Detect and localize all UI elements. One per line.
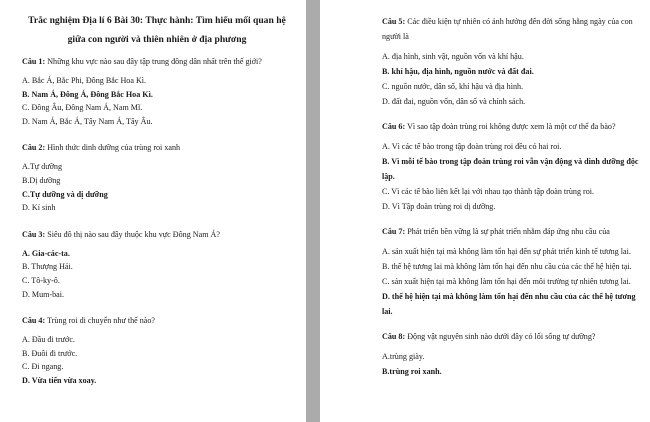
question-text <box>22 228 292 242</box>
question-spacer <box>382 214 640 224</box>
answer-option-correct: D. Vừa tiến vừa xoay. <box>22 375 97 385</box>
answer-option: A. sản xuất hiện tại mà không làm tổn hại đến sự phát triển kinh tế tương lai. <box>382 247 631 256</box>
question-block <box>22 314 292 387</box>
answer-option: C. nguồn nước, dân số, khí hậu và địa hình. <box>382 82 524 91</box>
answer-option: B.Dị dưỡng <box>22 175 61 185</box>
answer-options <box>22 333 292 387</box>
question-spacer <box>22 301 292 314</box>
question-body: Hình thức dinh dưỡng của trùng roi xanh <box>47 143 181 153</box>
question-text <box>382 119 640 134</box>
question-block <box>382 329 640 379</box>
answer-option: B. thế hệ tương lai mà không làm tổn hại đến nhu cầu của các thế hệ hiện tại. <box>382 262 632 271</box>
question-body: Siêu đô thị nào sau đây thuộc khu vực Đông Nam Á? <box>47 229 220 239</box>
question-number: Câu 8: <box>382 332 406 341</box>
question-block <box>22 228 292 301</box>
question-spacer <box>22 128 292 141</box>
question-text <box>22 314 292 328</box>
question-body: Trùng roi di chuyển như thế nào? <box>47 316 156 326</box>
answer-options <box>22 247 292 301</box>
answer-option: A. Bắc Á, Bắc Phi, Đông Bắc Hoa Kì. <box>22 76 147 85</box>
question-number: Câu 2: <box>22 143 46 153</box>
answer-option-correct: A. Gia-các-ta. <box>22 248 70 258</box>
answer-option: C. sản xuất hiện tại mà không làm tổn hại đến môi trường tự nhiên tương lai. <box>382 277 631 286</box>
answer-option: D. đất đai, nguồn vốn, dân số và chính sách. <box>382 97 526 106</box>
answer-option: D. Vì Tập đoàn trùng roi dị dưỡng. <box>382 202 496 211</box>
answer-option: C. Đông Âu, Đông Nam Á, Nam Mĩ. <box>22 103 143 113</box>
question-body: Phát triển bền vững là sự phát triển nhằm đáp ứng nhu cầu của <box>407 227 610 236</box>
document-page-left <box>0 0 306 422</box>
question-block <box>382 224 640 319</box>
answer-option-correct: B. khí hậu, địa hình, nguồn nước và đất đai. <box>382 67 534 76</box>
question-number: Câu 5: <box>382 17 406 26</box>
question-number: Câu 1: <box>22 57 46 66</box>
question-body: Vì sao tập đoàn trùng roi không được xem là một cơ thể đa bào? <box>407 122 616 131</box>
answer-option: A.Tự dưỡng <box>22 162 63 172</box>
question-block <box>382 14 640 109</box>
answer-options <box>22 160 292 214</box>
document-page-right <box>320 0 650 422</box>
answer-option: A. Vì các tế bào trong tập đoàn trùng roi đều có hai roi. <box>382 142 562 151</box>
question-number: Câu 3: <box>22 229 46 239</box>
question-number: Câu 6: <box>382 122 406 131</box>
answer-options <box>382 139 640 214</box>
answer-option-correct: C.Tự dưỡng và dị dưỡng <box>22 189 108 199</box>
question-list-right <box>382 14 640 379</box>
answer-option: A. Đầu đi trước. <box>22 335 75 345</box>
question-spacer <box>382 319 640 329</box>
answer-options <box>382 244 640 319</box>
question-body: Động vật nguyên sinh nào dưới đây có lối sống tự dưỡng? <box>407 332 596 341</box>
answer-option-correct: B. Vì mỗi tế bào trong tập đoàn trùng roi vẫn vận động và dinh dưỡng độc lập. <box>382 157 639 181</box>
question-block <box>22 141 292 214</box>
question-body: Các điều kiện tự nhiên có ảnh hưởng đến đời sống hằng ngày của con người là <box>382 17 633 41</box>
answer-option: C. Tô-ky-ô. <box>22 275 60 285</box>
question-number: Câu 7: <box>382 227 406 236</box>
question-text <box>382 224 640 239</box>
question-body: Những khu vực nào sau đây tập trung đông dân nhất trên thế giới? <box>47 57 262 66</box>
answer-options <box>22 74 292 128</box>
question-text <box>382 329 640 344</box>
question-text <box>22 141 292 155</box>
question-spacer <box>382 109 640 119</box>
answer-option: A.trùng giày. <box>382 352 425 361</box>
question-text <box>382 14 640 44</box>
question-spacer <box>22 215 292 228</box>
answer-options <box>382 349 640 379</box>
answer-option: C. Vì các tế bào liên kết lại với nhau tạo thành tập đoàn trùng roi. <box>382 187 595 196</box>
question-block <box>22 55 292 128</box>
answer-option-correct: D. thế hệ hiện tại mà không làm tổn hại đến nhu cầu của các thế hệ tương lai. <box>382 292 636 316</box>
answer-option: D. Kí sinh <box>22 203 56 213</box>
answer-option: C. Đi ngang. <box>22 362 64 372</box>
answer-option: D. Mum-bai. <box>22 289 65 299</box>
answer-option: B. Đuôi đi trước. <box>22 348 78 358</box>
answer-option-correct: B.trùng roi xanh. <box>382 367 442 376</box>
answer-option: A. địa hình, sinh vật, nguồn vốn và khí hậu. <box>382 52 524 61</box>
question-list-left <box>22 55 292 388</box>
answer-option-correct: B. Nam Á, Đông Á, Đông Bắc Hoa Kì. <box>22 89 153 99</box>
document-title: Trắc nghiệm Địa lí 6 Bài 30: Thực hành: Tìm hiểu mối quan hệ giữa con người và thiên nhiên ở địa phương <box>28 15 286 45</box>
question-number: Câu 4: <box>22 316 46 326</box>
answer-option: D. Nam Á, Bắc Á, Tây Nam Á, Tây Âu. <box>22 116 153 126</box>
question-block <box>382 119 640 214</box>
answer-option: B. Thượng Hải. <box>22 262 73 272</box>
question-text <box>22 55 292 69</box>
answer-options <box>382 49 640 109</box>
